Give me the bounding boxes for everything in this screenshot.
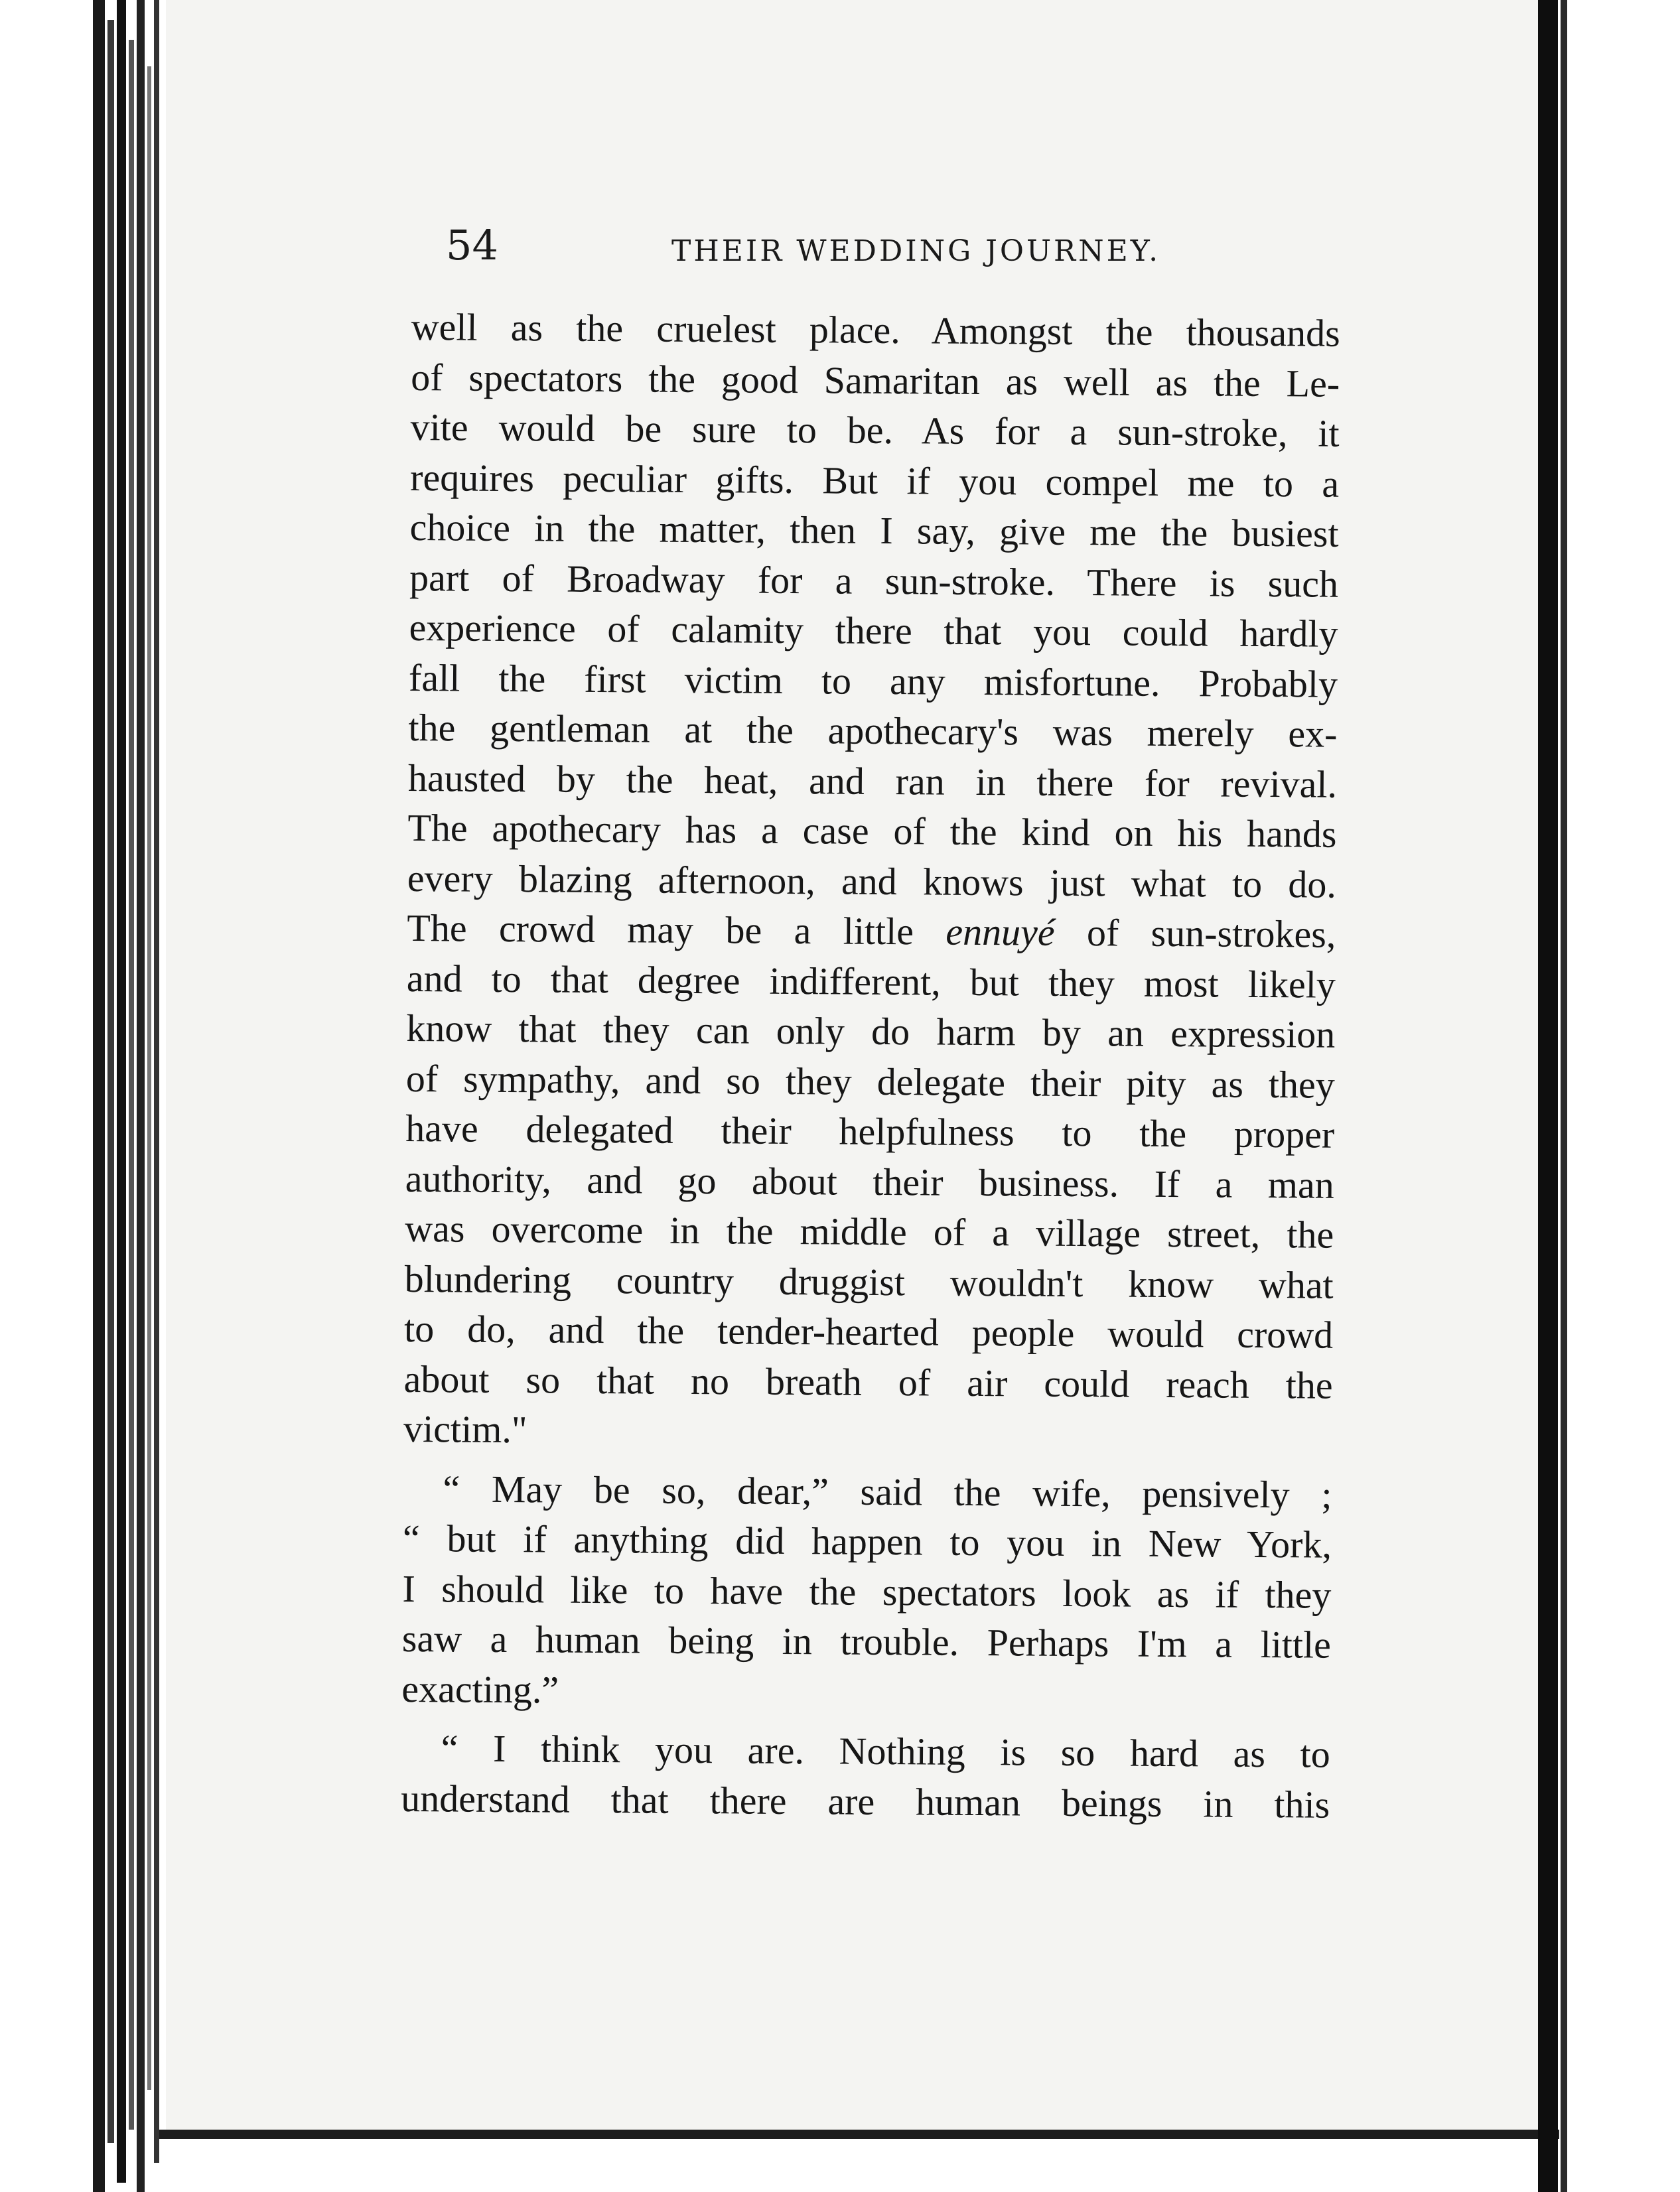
text-line: “ May be so, dear,” said the wife, pensively ;	[443, 1466, 1332, 1517]
text-line: blundering country druggist wouldn't know what	[404, 1257, 1334, 1307]
page-number: 54	[446, 221, 498, 269]
running-head: THEIR WEDDING JOURNEY.	[671, 234, 1161, 268]
text-line: I should like to have the spectators look as if they	[402, 1566, 1332, 1617]
text-line: “ but if anything did happen to you in New York,	[402, 1516, 1332, 1566]
text-line: of sympathy, and so they delegate their pity as they	[405, 1056, 1336, 1107]
text-line: of spectators the good Samaritan as well as the Le-	[410, 355, 1340, 405]
text-line: understand that there are human beings in this	[401, 1776, 1330, 1826]
text-line: know that they can only do harm by an expression	[406, 1006, 1336, 1056]
text-line: fall the first victim to any misfortune. Probably	[408, 655, 1338, 706]
text-line: requires peculiar gifts. But if you compel me to a	[409, 455, 1340, 506]
body-text	[401, 302, 1340, 1830]
text-fragment: of sun-strokes,	[1054, 910, 1336, 956]
page-edge-stripe	[117, 0, 126, 2183]
text-line: was overcome in the middle of a village street, the	[405, 1206, 1334, 1257]
right-page-edge	[1538, 0, 1558, 2192]
page-edge-stripe	[107, 20, 114, 2143]
text-line: hausted by the heat, and ran in there for revival.	[407, 756, 1338, 806]
text-line: The apothecary has a case of the kind on his hands	[407, 805, 1337, 856]
text-line: part of Broadway for a sun-stroke. There is such	[409, 555, 1339, 606]
text-line: choice in the matter, then I say, give me the busiest	[409, 505, 1339, 555]
text-fragment: The crowd may be a little	[407, 906, 946, 953]
text-line: saw a human being in trouble. Perhaps I'm a little	[401, 1616, 1332, 1667]
page-bottom-edge	[159, 2130, 1559, 2139]
page-header	[446, 219, 1375, 279]
page-edge-stripe	[93, 0, 105, 2192]
text-line: have delegated their helpfulness to the proper	[405, 1106, 1335, 1156]
text-line: experience of calamity there that you could hardly	[409, 605, 1338, 655]
text-line: victim."	[403, 1406, 527, 1452]
text-line: vite would be sure to be. As for a sun-stroke, it	[410, 405, 1340, 455]
text-line: the gentleman at the apothecary's was merely ex-	[408, 705, 1338, 756]
page-edge-stripe	[129, 40, 134, 2130]
text-line: “ I think you are. Nothing is so hard as to	[441, 1726, 1330, 1776]
page-edge-stripe	[147, 66, 151, 2090]
right-page-edge-inner	[1561, 0, 1567, 2192]
text-line: exacting.”	[401, 1667, 559, 1712]
text-line: every blazing afternoon, and knows just what to do.	[407, 856, 1337, 906]
text-line: well as the cruelest place. Amongst the thousands	[411, 305, 1340, 355]
italic-word: ennuyé	[945, 910, 1055, 954]
text-line: authority, and go about their business. If a man	[405, 1156, 1334, 1207]
page-edge-stripe	[154, 0, 159, 2163]
text-line: and to that degree indifferent, but they most likely	[406, 956, 1336, 1006]
text-line: about so that no breath of air could reach the	[403, 1357, 1333, 1407]
book-edge	[0, 0, 166, 2192]
text-line-italic-word	[407, 903, 1336, 959]
page-edge-stripe	[137, 0, 145, 2192]
text-line: to do, and the tender-hearted people would crowd	[403, 1306, 1334, 1357]
